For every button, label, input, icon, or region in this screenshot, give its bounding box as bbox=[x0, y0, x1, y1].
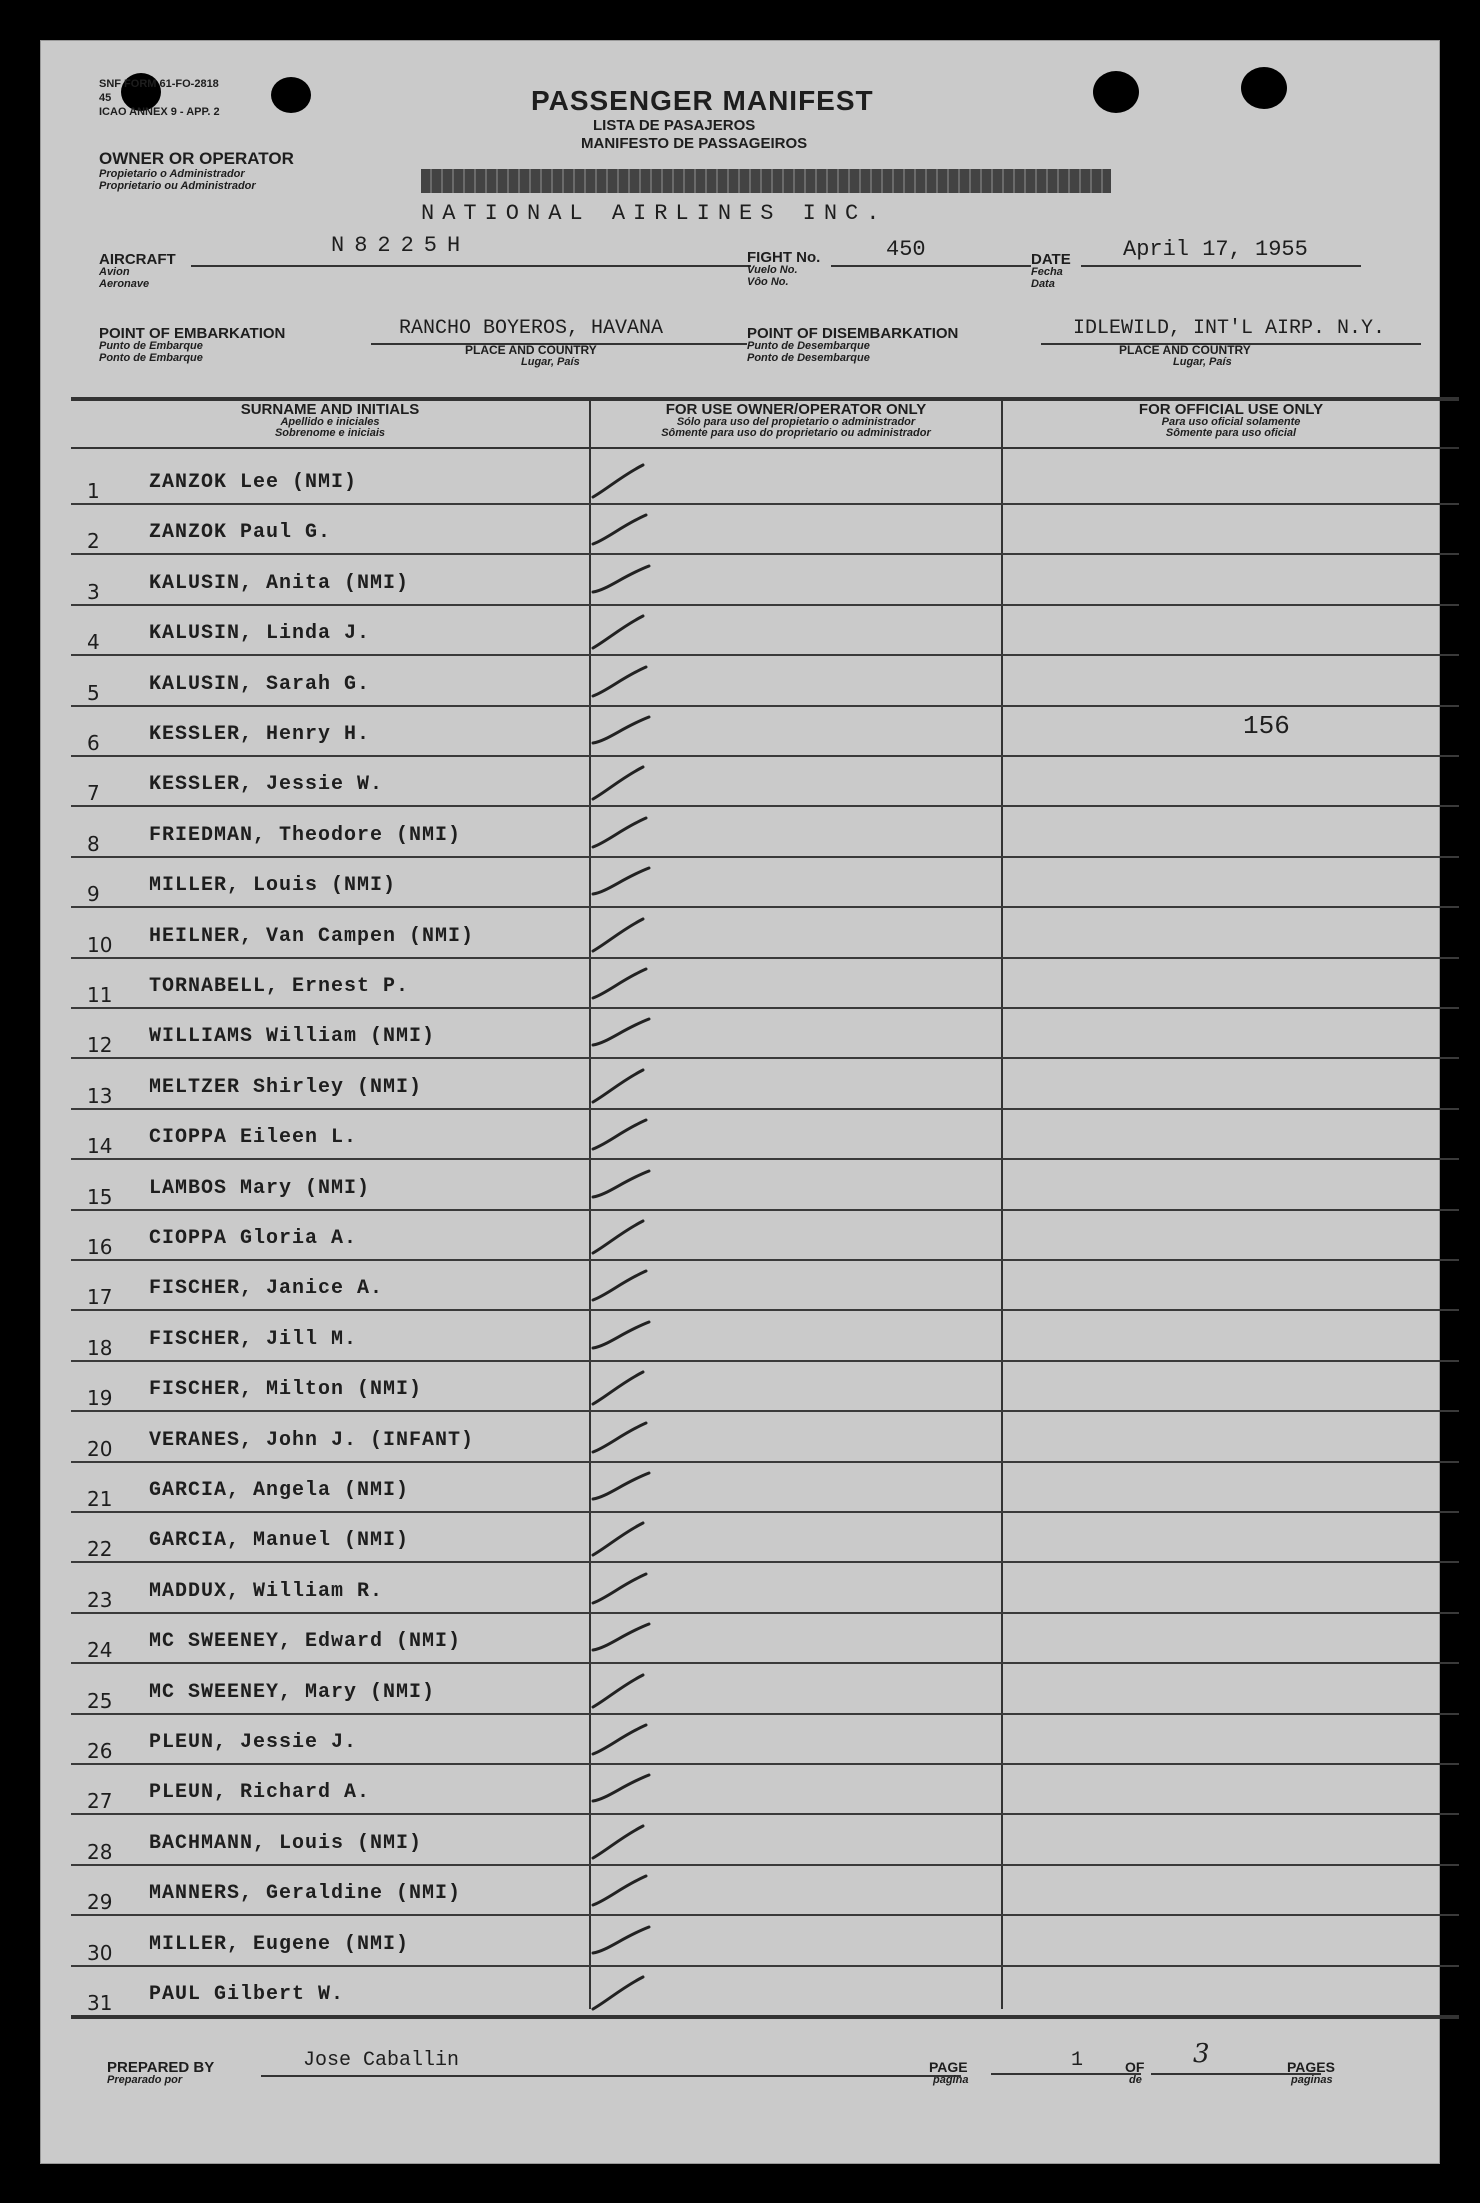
row-number: 26 bbox=[87, 1739, 113, 1763]
check-mark-icon bbox=[589, 663, 659, 703]
aircraft-value: N8225H bbox=[331, 233, 471, 258]
date-label-es: Fecha bbox=[1031, 266, 1063, 278]
check-mark-icon bbox=[589, 1620, 659, 1660]
passenger-name: ZANZOK Paul G. bbox=[149, 521, 332, 545]
row-divider bbox=[71, 1108, 1459, 1110]
col-owner-title-es: Sólo para uso del propietario o administrador bbox=[676, 416, 916, 428]
passenger-name: MADDUX, William R. bbox=[149, 1579, 384, 1603]
punch-hole-right-2 bbox=[1241, 67, 1287, 109]
prepared-field bbox=[261, 2073, 961, 2077]
check-mark-icon bbox=[589, 1973, 659, 2013]
passenger-name: WILLIAMS William (NMI) bbox=[149, 1025, 436, 1049]
passenger-name: KESSLER, Henry H. bbox=[149, 723, 371, 746]
page-title: PASSENGER MANIFEST bbox=[531, 85, 874, 116]
embark-place-country-es: Lugar, País bbox=[521, 356, 580, 368]
passenger-name: MC SWEENEY, Mary (NMI) bbox=[149, 1680, 436, 1704]
pages-total: 3 bbox=[1193, 2039, 1210, 2069]
row-number: 30 bbox=[87, 1940, 113, 1965]
row-number: 29 bbox=[87, 1890, 113, 1915]
row-divider bbox=[71, 1209, 1459, 1211]
official-note: 156 bbox=[1243, 711, 1290, 741]
prepared-label-es: Preparado por bbox=[107, 2074, 183, 2086]
row-number: 31 bbox=[87, 1991, 113, 2015]
row-number: 1 bbox=[87, 479, 100, 503]
aircraft-label-es: Avion bbox=[99, 266, 130, 278]
disembark-label-pt: Ponto de Desembarque bbox=[747, 352, 870, 364]
passenger-name: KALUSIN, Sarah G. bbox=[149, 672, 371, 696]
row-divider bbox=[71, 1007, 1459, 1009]
row-divider bbox=[71, 1158, 1459, 1160]
passenger-name: CIOPPA Eileen L. bbox=[149, 1126, 358, 1150]
pages-label-es: paginas bbox=[1291, 2074, 1333, 2086]
date-field bbox=[1081, 263, 1361, 267]
passenger-name: VERANES, John J. (INFANT) bbox=[149, 1428, 475, 1452]
row-divider bbox=[71, 805, 1459, 807]
check-mark-icon bbox=[589, 1721, 659, 1761]
punch-hole-right-1 bbox=[1093, 71, 1139, 113]
disembark-place-country: PLACE AND COUNTRY bbox=[1119, 343, 1251, 357]
passenger-name: FISCHER, Milton (NMI) bbox=[149, 1378, 423, 1402]
punch-hole-center-left bbox=[271, 77, 311, 113]
row-divider bbox=[71, 1461, 1459, 1463]
row-divider bbox=[71, 1813, 1459, 1815]
row-divider bbox=[71, 1763, 1459, 1765]
check-mark-icon bbox=[589, 1872, 659, 1912]
embark-place-country: PLACE AND COUNTRY bbox=[465, 343, 597, 357]
col-official-title-es: Para uso oficial solamente bbox=[1161, 416, 1301, 428]
passenger-name: FISCHER, Janice A. bbox=[149, 1277, 384, 1301]
row-divider bbox=[71, 1057, 1459, 1059]
row-number: 28 bbox=[87, 1839, 113, 1864]
row-number: 6 bbox=[87, 731, 100, 755]
disembark-value: IDLEWILD, INT'L AIRP. N.Y. bbox=[1073, 317, 1386, 340]
owner-label-pt: Proprietario ou Administrador bbox=[99, 180, 256, 192]
passenger-name: CIOPPA Gloria A. bbox=[149, 1227, 358, 1250]
flight-field bbox=[831, 263, 1031, 267]
disembark-label-es: Punto de Desembarque bbox=[747, 340, 870, 352]
check-mark-icon bbox=[589, 915, 659, 955]
col-surname-title: SURNAME AND INITIALS bbox=[240, 401, 420, 418]
date-label: DATE bbox=[1031, 251, 1071, 268]
flight-label-pt: Vôo No. bbox=[747, 276, 789, 288]
col-official-title: FOR OFFICIAL USE ONLY bbox=[1138, 401, 1324, 418]
passenger-name: MANNERS, Geraldine (NMI) bbox=[149, 1882, 462, 1906]
passenger-name: PAUL Gilbert W. bbox=[149, 1983, 345, 2006]
row-number: 5 bbox=[87, 680, 100, 705]
title-portuguese: MANIFESTO DE PASSAGEIROS bbox=[581, 135, 808, 152]
row-number: 8 bbox=[87, 831, 100, 856]
page-value: 1 bbox=[1071, 2049, 1084, 2072]
prepared-label: PREPARED BY bbox=[107, 2059, 215, 2076]
check-mark-icon bbox=[589, 1469, 659, 1509]
passenger-name: HEILNER, Van Campen (NMI) bbox=[149, 924, 475, 948]
check-mark-icon bbox=[589, 1015, 659, 1055]
check-mark-icon bbox=[589, 965, 659, 1005]
form-number bbox=[99, 77, 220, 119]
row-number: 9 bbox=[87, 882, 100, 907]
row-number: 4 bbox=[87, 630, 100, 655]
col-owner-header bbox=[591, 403, 1001, 439]
form-number-line-1: SNF FORM 61-FO-2818 bbox=[99, 78, 219, 90]
row-divider bbox=[71, 654, 1459, 656]
check-mark-icon bbox=[589, 1167, 659, 1207]
aircraft-field bbox=[191, 263, 751, 267]
column-divider-2 bbox=[1001, 399, 1003, 2009]
check-mark-icon bbox=[589, 1671, 659, 1711]
passenger-name: KESSLER, Jessie W. bbox=[149, 773, 384, 797]
row-number: 22 bbox=[87, 1537, 113, 1562]
passenger-name: KALUSIN, Anita (NMI) bbox=[149, 571, 410, 595]
disembark-label: POINT OF DISEMBARKATION bbox=[747, 325, 959, 342]
row-number: 7 bbox=[87, 781, 100, 806]
prepared-value: Jose Caballin bbox=[303, 2049, 460, 2072]
owner-label: OWNER OR OPERATOR bbox=[99, 149, 294, 168]
row-divider bbox=[71, 503, 1459, 505]
page-label: PAGE bbox=[929, 2059, 968, 2075]
row-number: 3 bbox=[87, 579, 100, 604]
check-mark-icon bbox=[589, 1066, 659, 1106]
check-mark-icon bbox=[589, 1923, 659, 1963]
row-divider bbox=[71, 1914, 1459, 1916]
date-label-pt: Data bbox=[1031, 278, 1055, 290]
col-official-title-pt: Sômente para uso oficial bbox=[1165, 427, 1297, 439]
row-divider bbox=[71, 1864, 1459, 1866]
col-surname-title-es: Apellido e iniciales bbox=[280, 416, 380, 428]
passenger-name: ZANZOK Lee (NMI) bbox=[149, 471, 358, 494]
row-number: 27 bbox=[87, 1789, 113, 1814]
table-bottom-rule bbox=[71, 2015, 1459, 2019]
flight-value: 450 bbox=[886, 237, 926, 262]
embark-label-pt: Ponto de Embarque bbox=[99, 352, 203, 364]
row-number: 14 bbox=[87, 1134, 113, 1159]
check-mark-icon bbox=[589, 612, 659, 652]
row-divider bbox=[71, 1410, 1459, 1412]
check-mark-icon bbox=[589, 814, 659, 854]
check-mark-icon bbox=[589, 1519, 659, 1559]
disembark-place-country-es: Lugar, País bbox=[1173, 356, 1232, 368]
col-surname-title-pt: Sobrenome e iniciais bbox=[274, 427, 386, 439]
passenger-name: GARCIA, Angela (NMI) bbox=[149, 1479, 410, 1502]
page-field bbox=[991, 2071, 1141, 2075]
row-number: 25 bbox=[87, 1688, 113, 1713]
check-mark-icon bbox=[589, 713, 659, 753]
row-number: 19 bbox=[87, 1386, 113, 1411]
row-number: 2 bbox=[87, 529, 100, 554]
check-mark-icon bbox=[589, 763, 659, 803]
embark-label: POINT OF EMBARKATION bbox=[99, 325, 286, 342]
passenger-name: MC SWEENEY, Edward (NMI) bbox=[149, 1630, 462, 1654]
passenger-name: MILLER, Louis (NMI) bbox=[149, 874, 397, 898]
row-divider bbox=[71, 1259, 1459, 1261]
passenger-name: PLEUN, Richard A. bbox=[149, 1781, 371, 1805]
struck-out-operator bbox=[421, 169, 1111, 193]
passenger-name: PLEUN, Jessie J. bbox=[149, 1731, 358, 1754]
row-divider bbox=[71, 553, 1459, 555]
operator-name: NATIONAL AIRLINES INC. bbox=[421, 201, 888, 226]
row-divider bbox=[71, 1360, 1459, 1362]
row-number: 20 bbox=[87, 1436, 113, 1461]
check-mark-icon bbox=[589, 562, 659, 602]
check-mark-icon bbox=[589, 1318, 659, 1358]
row-divider bbox=[71, 1561, 1459, 1563]
row-number: 18 bbox=[87, 1335, 113, 1360]
of-label: OF bbox=[1125, 2059, 1145, 2075]
row-number: 24 bbox=[87, 1638, 113, 1663]
passenger-name: LAMBOS Mary (NMI) bbox=[149, 1176, 371, 1200]
of-label-es: de bbox=[1129, 2074, 1142, 2086]
row-number: 15 bbox=[87, 1184, 113, 1209]
row-number: 11 bbox=[87, 983, 113, 1007]
manifest-sheet bbox=[40, 40, 1440, 2164]
row-number: 17 bbox=[87, 1285, 113, 1310]
col-official-header bbox=[1003, 403, 1459, 439]
check-mark-icon bbox=[589, 864, 659, 904]
row-divider bbox=[71, 906, 1459, 908]
aircraft-label: AIRCRAFT bbox=[99, 251, 176, 268]
row-divider bbox=[71, 1612, 1459, 1614]
title-spanish: LISTA DE PASAJEROS bbox=[593, 117, 756, 134]
passenger-name: GARCIA, Manuel (NMI) bbox=[149, 1529, 410, 1553]
col-surname-header bbox=[71, 403, 589, 439]
passenger-name: BACHMANN, Louis (NMI) bbox=[149, 1831, 423, 1855]
check-mark-icon bbox=[589, 461, 659, 501]
row-divider bbox=[71, 1662, 1459, 1664]
row-divider bbox=[71, 755, 1459, 757]
row-number: 16 bbox=[87, 1235, 113, 1259]
row-number: 12 bbox=[87, 1033, 113, 1058]
row-number: 23 bbox=[87, 1587, 113, 1612]
form-number-line-2: 45 bbox=[99, 92, 112, 104]
date-value: April 17, 1955 bbox=[1123, 237, 1308, 262]
pages-label: PAGES bbox=[1287, 2059, 1335, 2075]
row-divider bbox=[71, 604, 1459, 606]
passenger-name: TORNABELL, Ernest P. bbox=[149, 975, 410, 998]
check-mark-icon bbox=[589, 1822, 659, 1862]
row-number: 10 bbox=[87, 932, 113, 957]
col-owner-title: FOR USE OWNER/OPERATOR ONLY bbox=[665, 401, 927, 418]
check-mark-icon bbox=[589, 1267, 659, 1307]
passenger-name: FRIEDMAN, Theodore (NMI) bbox=[149, 823, 462, 847]
passenger-name: MELTZER Shirley (NMI) bbox=[149, 1075, 423, 1099]
form-number-line-3: ICAO ANNEX 9 - APP. 2 bbox=[99, 106, 220, 118]
passenger-name: MILLER, Eugene (NMI) bbox=[149, 1932, 410, 1956]
check-mark-icon bbox=[589, 1771, 659, 1811]
check-mark-icon bbox=[589, 1570, 659, 1610]
check-mark-icon bbox=[589, 1116, 659, 1156]
embark-label-es: Punto de Embarque bbox=[99, 340, 203, 352]
check-mark-icon bbox=[589, 511, 659, 551]
page-label-es: pagina bbox=[933, 2074, 969, 2086]
row-number: 21 bbox=[87, 1487, 113, 1511]
check-mark-icon bbox=[589, 1368, 659, 1408]
table-header-rule bbox=[71, 447, 1459, 449]
row-divider bbox=[71, 1713, 1459, 1715]
check-mark-icon bbox=[589, 1419, 659, 1459]
row-divider bbox=[71, 1309, 1459, 1311]
row-divider bbox=[71, 1511, 1459, 1513]
flight-label: FIGHT No. bbox=[747, 249, 821, 266]
embark-value: RANCHO BOYEROS, HAVANA bbox=[399, 317, 664, 340]
row-number: 13 bbox=[87, 1083, 113, 1108]
row-divider bbox=[71, 957, 1459, 959]
passenger-name: FISCHER, Jill M. bbox=[149, 1327, 358, 1351]
row-divider bbox=[71, 1965, 1459, 1967]
check-mark-icon bbox=[589, 1217, 659, 1257]
aircraft-label-pt: Aeronave bbox=[99, 278, 150, 290]
col-owner-title-pt: Sômente para uso do proprietario ou administrador bbox=[661, 427, 931, 439]
flight-label-es: Vuelo No. bbox=[747, 264, 798, 276]
passenger-name: KALUSIN, Linda J. bbox=[149, 622, 371, 646]
owner-label-es: Propietario o Administrador bbox=[99, 168, 245, 180]
row-divider bbox=[71, 856, 1459, 858]
row-divider bbox=[71, 705, 1459, 707]
